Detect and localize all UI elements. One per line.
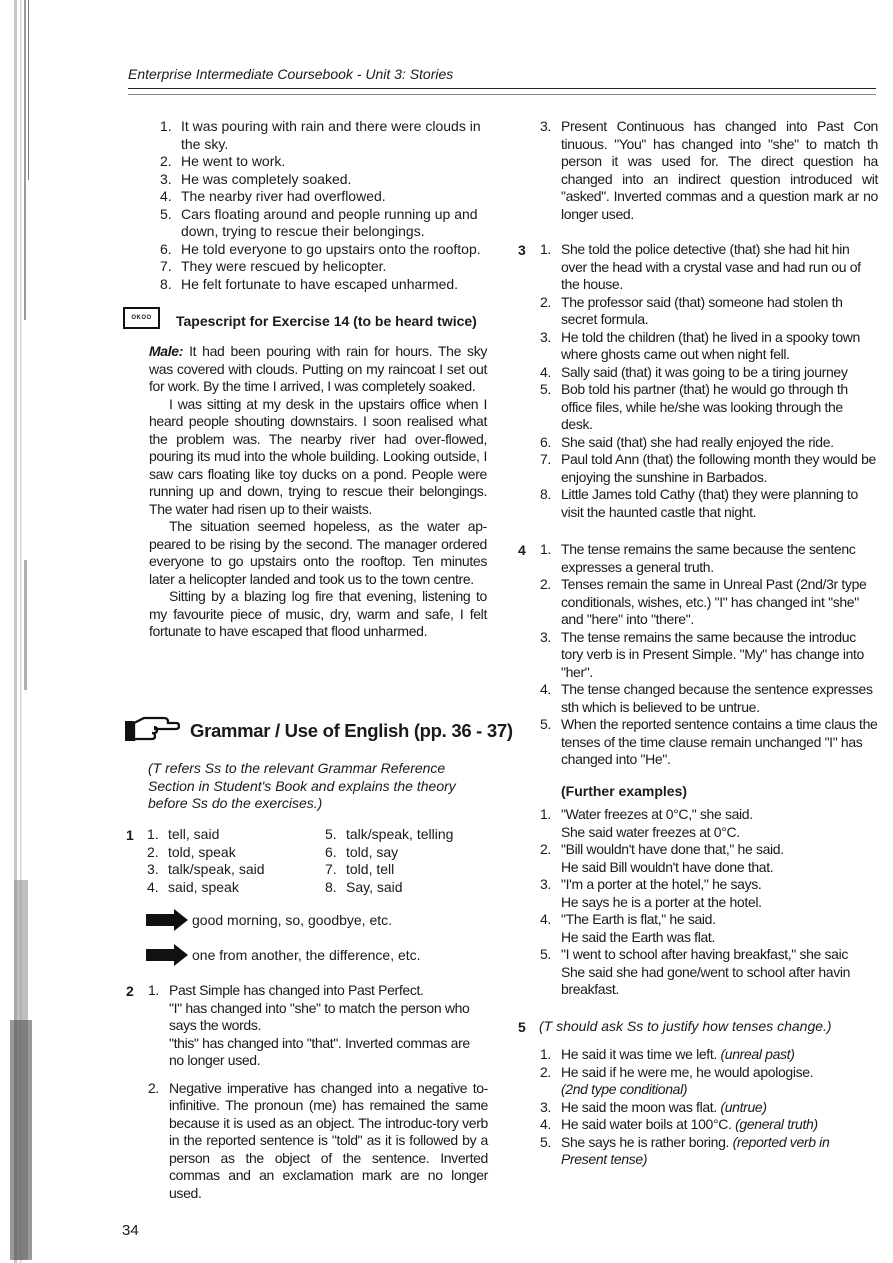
list-item: 6. told, say bbox=[325, 843, 399, 860]
list-item: 5. She says he is rather boring. (reported verb in Present tense) bbox=[540, 1133, 830, 1167]
header-rule-secondary bbox=[128, 94, 876, 95]
list-item: 3. He told the children (that) he lived in a spooky town where ghosts came out when night fell. bbox=[540, 328, 860, 362]
list-item: 1. Past Simple has changed into Past Perfect. "I" has changed into "she" to match the person who says the words. "this" has changed into "that". Inverted commas are no longer used. bbox=[148, 982, 470, 1068]
list-item: 3. He was completely soaked. bbox=[160, 170, 352, 187]
summary-list bbox=[160, 118, 490, 293]
list-item: 4. He said water boils at 100°C. (general truth) bbox=[540, 1116, 818, 1132]
tapescript-paragraph: I was sitting at my desk in the upstairs office when I heard people shouting downstairs. I soon realised what the problem was. The nearby river had over-flowed, pouring its mud into the whole building. Looking outside, I saw cars floating like toy ducks on a pond. People were running up and down, trying to rescue their belongings. The water had risen up to their waists. bbox=[149, 395, 487, 517]
exercise-4-answers bbox=[540, 541, 878, 769]
list-item: 2. He said if he were me, he would apologise. (2nd type conditional) bbox=[540, 1063, 814, 1097]
teacher-note: (T should ask Ss to justify how tenses change.) bbox=[539, 1018, 832, 1034]
tapescript-paragraph: Sitting by a blazing log fire that evening, listening to my favourite piece of music, dry, warm and safe, I felt fortunate to have escaped that flood unharmed. bbox=[149, 588, 487, 639]
list-item: 4. The tense changed because the sentence expresses sth which is believed to be untrue. bbox=[540, 681, 873, 715]
list-item: 3. He said the moon was flat. (untrue) bbox=[540, 1098, 767, 1115]
pointing-hand-icon bbox=[124, 714, 180, 744]
exercise-3-answers bbox=[540, 241, 878, 521]
list-item: 5. Bob told his partner (that) he would go through th office files, while he/she was looking through the desk. bbox=[540, 381, 848, 432]
cassette-icon bbox=[123, 307, 160, 329]
exercise-number: 5 bbox=[518, 1019, 526, 1035]
list-item: 1. tell, said bbox=[147, 826, 220, 842]
list-item: 1. It was pouring with rain and there were clouds in the sky. bbox=[160, 118, 481, 152]
page-number: 34 bbox=[122, 1222, 139, 1239]
list-item: 1. The tense remains the same because the sentenc expresses a general truth. bbox=[540, 541, 856, 575]
list-item: 3. The tense remains the same because the introduc tory verb is in Present Simple. "My" has change into "her". bbox=[540, 628, 864, 680]
grammar-heading: Grammar / Use of English (pp. 36 - 37) bbox=[190, 720, 513, 741]
list-item: 1. He said it was time we left. (unreal past) bbox=[540, 1046, 795, 1062]
further-examples-list bbox=[540, 806, 878, 999]
exercise-1-answers bbox=[147, 826, 495, 896]
answer-list bbox=[147, 826, 325, 896]
exercise-2-answers bbox=[148, 982, 488, 1202]
running-header: Enterprise Intermediate Coursebook - Unit 3: Stories bbox=[128, 66, 454, 82]
list-item: 3. talk/speak, said bbox=[147, 861, 265, 877]
exercise-5-answers bbox=[540, 1046, 840, 1169]
list-item: 2. The professor said (that) someone had stolen th secret formula. bbox=[540, 293, 843, 327]
list-item: 1. "Water freezes at 0°C," she said. She said water freezes at 0°C. bbox=[540, 806, 753, 840]
list-item: 3. "I'm a porter at the hotel," he says. He says he is a porter at the hotel. bbox=[540, 876, 762, 910]
exercise-number: 1 bbox=[126, 827, 134, 843]
tapescript-body bbox=[149, 343, 487, 641]
exercise-2-answers-continued bbox=[540, 118, 878, 223]
list-item: 8. Little James told Cathy (that) they were planning to visit the haunted castle that night. bbox=[540, 486, 858, 520]
exercise-number: 3 bbox=[518, 242, 526, 258]
answer-list bbox=[325, 826, 495, 896]
list-item: 4. said, speak bbox=[147, 878, 239, 895]
list-item: 2. Negative imperative has changed into a negative to-infinitive. The pronoun (me) has remained the same because it is used as an object. The introduc-tory verb in the reported sentence is "told" as it is followed by a person as the object of the sentence. Inverted commas and an exclamation mark are no longer used. bbox=[148, 1079, 488, 1201]
list-item: 1. She told the police detective (that) she had hit hin over the head with a crystal vase and had run ou of the house. bbox=[540, 241, 861, 292]
header-rule bbox=[128, 88, 876, 89]
list-item: 5. "I went to school after having breakfast," she saic She said she had gone/went to school after havin breakfast. bbox=[540, 946, 851, 997]
list-item: 6. He told everyone to go upstairs onto the rooftop. bbox=[160, 240, 481, 257]
scan-edge-graphic bbox=[0, 0, 42, 1263]
arrow-icon bbox=[146, 909, 188, 931]
teacher-note: (T refers Ss to the relevant Grammar Reference Section in Student's Book and explains the theory before Ss do the exercises.) bbox=[148, 760, 456, 811]
speaker-label: Male: bbox=[149, 343, 184, 359]
list-item: 2. told, speak bbox=[147, 843, 236, 860]
exercise-number: 4 bbox=[518, 542, 526, 558]
list-item: 2. He went to work. bbox=[160, 153, 286, 169]
list-item: 5. talk/speak, telling bbox=[325, 826, 454, 842]
list-item: 6. She said (that) she had really enjoyed the ride. bbox=[540, 433, 834, 450]
list-item: 5. Cars floating around and people running up and down, trying to rescue their belongings. bbox=[160, 205, 478, 239]
exercise-number: 2 bbox=[126, 983, 134, 999]
list-item: 7. They were rescued by helicopter. bbox=[160, 258, 387, 274]
list-item: 3. Present Continuous has changed into Past Con tinuous. "You" has changed into "she" to match th person it was used for. The direct question ha changed into an indirect question introduced wit "asked". Inverted commas and a question mark ar no longer used. bbox=[540, 118, 878, 222]
tapescript-heading: Tapescript for Exercise 14 (to be heard twice) bbox=[176, 313, 477, 329]
list-item: 8. Say, said bbox=[325, 878, 403, 895]
tapescript-paragraph: The situation seemed hopeless, as the water ap-peared to be rising by the second. The manager ordered everyone to go upstairs onto the rooftop. Ten minutes later a helicopter landed and took us to the town centre. bbox=[149, 518, 487, 587]
list-item: 4. The nearby river had overflowed. bbox=[160, 188, 386, 204]
list-item: 7. Paul told Ann (that) the following month they would be enjoying the sunshine in Barbados. bbox=[540, 451, 876, 485]
arrow-note: good morning, so, goodbye, etc. bbox=[192, 912, 393, 928]
list-item: 8. He felt fortunate to have escaped unharmed. bbox=[160, 275, 459, 292]
list-item: 7. told, tell bbox=[325, 861, 395, 877]
cassette-icon-label: OKOO bbox=[131, 315, 152, 321]
list-item: 4. "The Earth is flat," he said. He said the Earth was flat. bbox=[540, 911, 716, 945]
arrow-icon bbox=[146, 944, 188, 966]
list-item: 5. When the reported sentence contains a time claus the tenses of the time clause remain unchanged "I" has changed into "He". bbox=[540, 716, 878, 767]
list-item: 2. Tenses remain the same in Unreal Past (2nd/3r type conditionals, wishes, etc.) "I" has changed int "she" and "here" into "there". bbox=[540, 576, 867, 627]
list-item: 4. Sally said (that) it was going to be a tiring journey bbox=[540, 363, 848, 380]
tapescript-paragraph: Male: It had been pouring with rain for hours. The sky was covered with clouds. Putting on my raincoat I set out for work. By the time I arrived, I was completely soaked. bbox=[149, 343, 487, 394]
further-examples-heading: (Further examples) bbox=[561, 783, 688, 799]
arrow-note: one from another, the difference, etc. bbox=[192, 947, 421, 963]
scan-edge bbox=[0, 0, 42, 1263]
list-item: 2. "Bill wouldn't have done that," he said. He said Bill wouldn't have done that. bbox=[540, 841, 784, 875]
